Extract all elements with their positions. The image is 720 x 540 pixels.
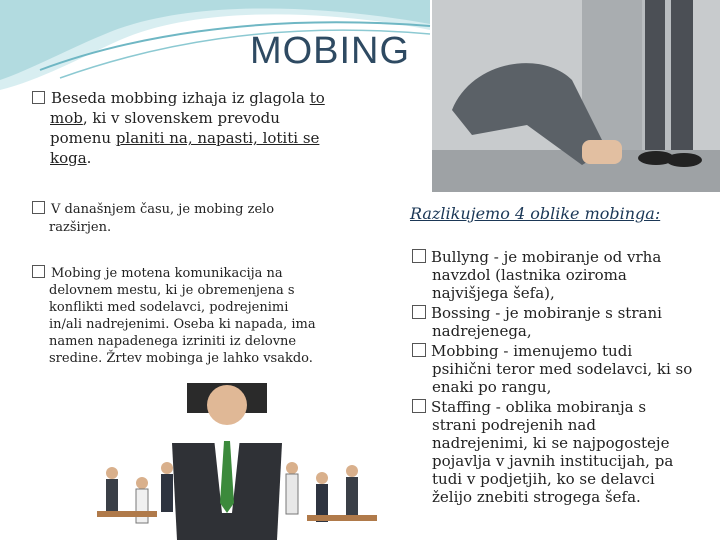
- list-item-bullyng: Bullyng - je mobiranje od vrha navzdol (lastnika oziroma najvišjega šefa),: [412, 248, 712, 302]
- bullet-icon: [32, 91, 45, 104]
- paragraph-definition: Mobing je motena komunikacija na delovnem mestu, ki je obremenjena s konflikti med sodelavci, podrejenimi in/ali nadrejenimi. Oseba ki napada, ima namen napadenega izriniti iz delovne sredine. Žrtev mobinga je lahko vsakdo.: [32, 265, 342, 367]
- forms-subheading: Razlikujemo 4 oblike mobinga:: [410, 204, 661, 223]
- list-item-staffing: Staffing - oblika mobiranja s strani podrejenih nad nadrejenimi, ki se najpogosteje pojavlja v javnih institucijah, pa tudi v podjetjih, ko se delavci želijo znebiti strogega šefa.: [412, 398, 712, 506]
- bullet-icon: [412, 399, 426, 413]
- bullet-icon: [412, 249, 426, 263]
- bullet-icon: [32, 265, 45, 278]
- list-item-mobbing: Mobbing - imenujemo tudi psihični teror med sodelavci, ki so enaki po rangu,: [412, 342, 712, 396]
- bullet-icon: [412, 305, 426, 319]
- office-bowing-photo: [432, 0, 720, 192]
- slide-title: MOBING: [249, 30, 411, 72]
- list-item-bossing: Bossing - je mobiranje s strani nadrejenega,: [412, 304, 712, 340]
- mobbing-types-list: [412, 248, 712, 508]
- businessman-team-photo: [92, 383, 382, 540]
- bullet-icon: [412, 343, 426, 357]
- paragraph-prevalence: V današnjem času, je mobing zelo razširjen.: [32, 201, 322, 237]
- paragraph-etymology: Beseda mobbing izhaja iz glagola to mob, ki v slovenskem prevodu pomenu planiti na, napasti, lotiti se koga.: [32, 88, 332, 168]
- bullet-icon: [32, 201, 45, 214]
